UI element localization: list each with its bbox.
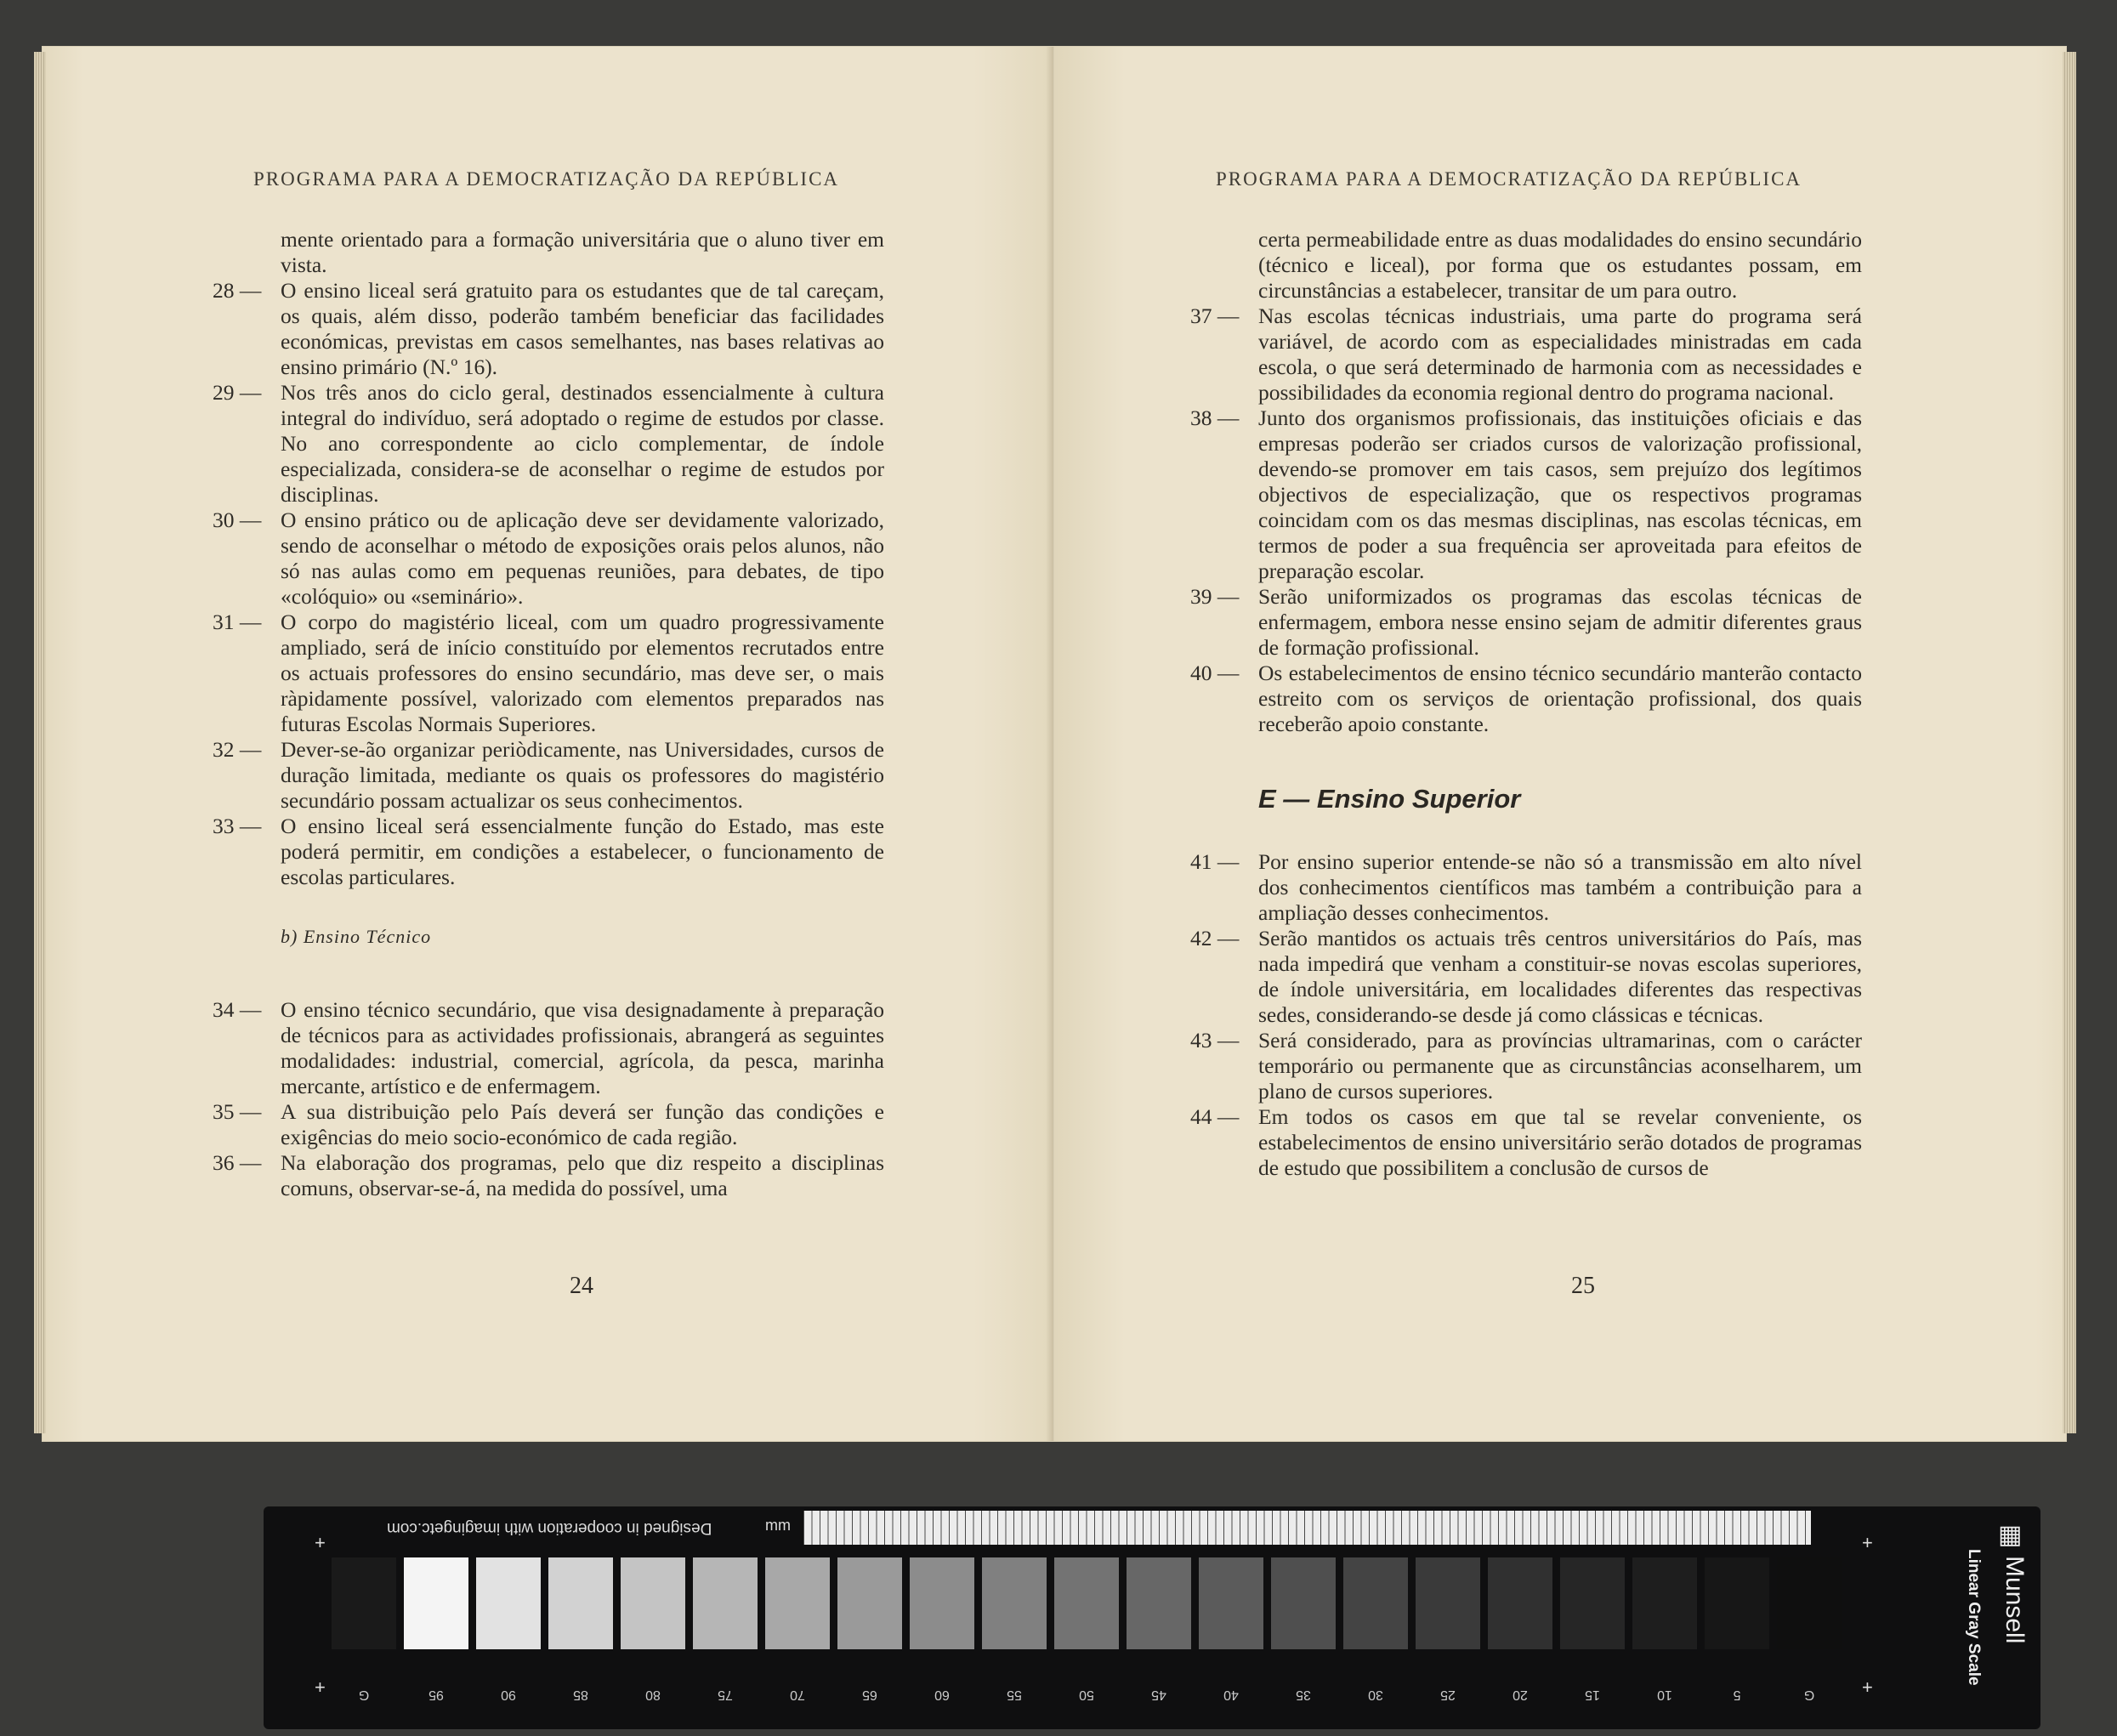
scale-title: Linear Gray Scale bbox=[1965, 1549, 1983, 1686]
gray-patch-label: 30 bbox=[1368, 1688, 1383, 1702]
list-item bbox=[213, 610, 884, 737]
item-text: Junto dos organismos profissionais, das instituições oficiais e das empresas poderão ser criados cursos de valorização profissional, devendo-se promover em tais casos, sem prejuízo dos legítimos objectivos de especialização, que os respectivos programas coincidam com os das mesmas disciplinas, nas escolas técnicas, em termos de poder a sua frequência ser aproveitada para efeitos de preparação escolar. bbox=[1258, 406, 1862, 583]
gray-patch-label: 85 bbox=[573, 1688, 588, 1702]
munsell-grid-icon: ▦ bbox=[1998, 1521, 2023, 1549]
gray-patch-label: G bbox=[358, 1688, 370, 1702]
gray-patch bbox=[837, 1557, 902, 1649]
gray-patch-label: 40 bbox=[1223, 1688, 1239, 1702]
gray-patch bbox=[1127, 1557, 1191, 1649]
gray-patch-label: 25 bbox=[1440, 1688, 1456, 1702]
item-text: Serão mantidos os actuais três centros universitários do País, mas nada impedirá que venham a constituir-se novas escolas superiores, de índole universitária, em localidades diferentes das respectivas sedes, considerando-se desde já como clássicas e técnicas. bbox=[1258, 926, 1862, 1027]
gray-patch bbox=[693, 1557, 758, 1649]
gray-patch-label: 75 bbox=[718, 1688, 733, 1702]
open-book bbox=[43, 47, 2070, 1450]
gray-patch bbox=[1343, 1557, 1408, 1649]
gray-patch bbox=[621, 1557, 685, 1649]
registration-mark: + bbox=[1862, 1532, 1873, 1553]
item-number: 36 — bbox=[213, 1150, 262, 1175]
item-number: 30 — bbox=[213, 508, 262, 532]
right-page bbox=[1054, 47, 2066, 1441]
gray-patch bbox=[1054, 1557, 1119, 1649]
item-number: 39 — bbox=[1190, 584, 1240, 609]
item-number: 40 — bbox=[1190, 661, 1240, 685]
continuation-text: mente orientado para a formação universitária que o aluno tiver em vista. bbox=[281, 227, 884, 277]
item-text: Nas escolas técnicas industriais, uma parte do programa será variável, de acordo com as especialidades ministradas em cada escola, o que será determinado de harmonia com as necessidades e possibilidades da economia regional dentro do programa nacional. bbox=[1258, 304, 1862, 405]
running-head: PROGRAMA PARA A DEMOCRATIZAÇÃO DA REPÚBLICA bbox=[1216, 168, 1802, 190]
list-item bbox=[1190, 584, 1862, 661]
gray-patches bbox=[332, 1557, 1842, 1649]
list-item bbox=[1190, 1028, 1862, 1104]
item-number: 33 — bbox=[213, 814, 262, 838]
gray-patch bbox=[1777, 1557, 1842, 1649]
list-item bbox=[213, 508, 884, 610]
subsection-heading: b) Ensino Técnico bbox=[281, 926, 432, 947]
list-item bbox=[213, 814, 884, 890]
item-text: O ensino prático ou de aplicação deve ser devidamente valorizado, sendo de aconselhar o método de exposições orais pelos alunos, não só nas aulas como em pequenas reuniões, para debates, de tipo «colóquio» ou «seminário». bbox=[281, 508, 884, 609]
munsell-brand: Munsell bbox=[2001, 1556, 2029, 1644]
item-number: 38 — bbox=[1190, 406, 1240, 430]
section-heading: E — Ensino Superior bbox=[1258, 784, 1521, 814]
running-head: PROGRAMA PARA A DEMOCRATIZAÇÃO DA REPÚBLICA bbox=[253, 168, 840, 190]
gray-patch-label: 55 bbox=[1007, 1688, 1022, 1702]
list-item bbox=[213, 737, 884, 814]
registration-mark: + bbox=[1862, 1676, 1873, 1698]
gray-patch bbox=[1271, 1557, 1336, 1649]
gray-patch bbox=[548, 1557, 613, 1649]
gray-patch-label: 60 bbox=[934, 1688, 950, 1702]
gray-scale-card bbox=[264, 1506, 2040, 1729]
gray-patch bbox=[765, 1557, 830, 1649]
gray-patch bbox=[476, 1557, 541, 1649]
ruler-ticks bbox=[803, 1511, 1811, 1545]
gray-patch-label: 45 bbox=[1151, 1688, 1166, 1702]
gray-patch bbox=[1488, 1557, 1552, 1649]
continuation-text: certa permeabilidade entre as duas modalidades do ensino secundário (técnico e liceal), por forma que os estudantes possam, em circunstâncias a estabelecer, transitar de um para outro. bbox=[1258, 227, 1862, 303]
page-number: 24 bbox=[570, 1273, 593, 1299]
numbered-list bbox=[213, 997, 884, 1201]
list-item bbox=[213, 1099, 884, 1150]
item-text: O ensino liceal será gratuito para os estudantes que de tal careçam, os quais, além disso, poderão também beneficiar das facilidades económicas, previstas em casos semelhantes, nas bases relativas ao ensino primário (N.º 16). bbox=[281, 278, 884, 379]
item-text: Serão uniformizados os programas das escolas técnicas de enfermagem, embora nesse ensino sejam de admitir diferentes graus de formação profissional. bbox=[1258, 584, 1862, 660]
gray-patch-labels bbox=[332, 1687, 1842, 1702]
numbered-list bbox=[1190, 849, 1862, 1181]
gray-patch bbox=[1705, 1557, 1769, 1649]
gray-patch-label: 80 bbox=[645, 1688, 661, 1702]
item-number: 43 — bbox=[1190, 1028, 1240, 1052]
numbered-list bbox=[1190, 304, 1862, 737]
gray-patch bbox=[910, 1557, 974, 1649]
list-item bbox=[213, 997, 884, 1099]
gray-patch-label: G bbox=[1803, 1688, 1815, 1702]
item-number: 29 — bbox=[213, 380, 262, 405]
list-item bbox=[213, 1150, 884, 1201]
gray-patch-label: 90 bbox=[501, 1688, 516, 1702]
mm-ruler bbox=[803, 1511, 1811, 1545]
item-text: A sua distribuição pelo País deverá ser função das condições e exigências do meio socio-económico de cada região. bbox=[281, 1099, 884, 1149]
item-number: 42 — bbox=[1190, 926, 1240, 950]
page-number: 25 bbox=[1571, 1273, 1595, 1299]
item-number: 37 — bbox=[1190, 304, 1240, 328]
numbered-list bbox=[213, 278, 884, 890]
list-item bbox=[1190, 849, 1862, 926]
list-item bbox=[1190, 926, 1862, 1028]
list-item bbox=[1190, 304, 1862, 406]
gray-patch bbox=[1416, 1557, 1480, 1649]
list-item bbox=[1190, 661, 1862, 737]
registration-mark: + bbox=[315, 1532, 326, 1553]
item-text: Por ensino superior entende-se não só a transmissão em alto nível dos conhecimentos científicos mas também a contribuição para a ampliação desses conhecimentos. bbox=[1258, 849, 1862, 925]
list-item bbox=[1190, 406, 1862, 584]
list-item bbox=[1190, 1104, 1862, 1181]
item-text: Será considerado, para as províncias ultramarinas, com o carácter temporário ou permanente que as circunstâncias aconselharem, um plano de cursos superiores. bbox=[1258, 1028, 1862, 1103]
item-text: Nos três anos do ciclo geral, destinados essencialmente à cultura integral do indivíduo, será adoptado o regime de estudos por classe. No ano correspondente ao ciclo complementar, de índole especializada, considera-se de aconselhar o regime de estudos por disciplinas. bbox=[281, 380, 884, 507]
item-number: 44 — bbox=[1190, 1104, 1240, 1129]
gray-patch-label: 15 bbox=[1585, 1688, 1600, 1702]
registration-mark: + bbox=[315, 1676, 326, 1698]
text-column bbox=[213, 227, 884, 1201]
gray-patch-label: 65 bbox=[862, 1688, 877, 1702]
item-text: O ensino liceal será essencialmente função do Estado, mas este poderá permitir, em condições a estabelecer, o funcionamento de escolas particulares. bbox=[281, 814, 884, 889]
gray-patch bbox=[404, 1557, 468, 1649]
item-number: 41 — bbox=[1190, 849, 1240, 874]
item-number: 28 — bbox=[213, 278, 262, 303]
ruler-unit: mm bbox=[765, 1517, 791, 1534]
gray-patch-label: 10 bbox=[1657, 1688, 1672, 1702]
left-page bbox=[43, 47, 1054, 1441]
page-edges bbox=[2063, 52, 2076, 1433]
page-edges bbox=[34, 52, 46, 1433]
gray-patch bbox=[1560, 1557, 1625, 1649]
scale-credit: Designed in cooperation with imagingetc.com bbox=[387, 1519, 712, 1537]
gray-patch bbox=[1199, 1557, 1263, 1649]
gray-patch-label: 50 bbox=[1079, 1688, 1094, 1702]
gray-patch-label: 35 bbox=[1296, 1688, 1311, 1702]
gray-patch bbox=[1632, 1557, 1697, 1649]
gray-patch-label: 5 bbox=[1733, 1688, 1741, 1702]
item-number: 34 — bbox=[213, 997, 262, 1022]
item-number: 35 — bbox=[213, 1099, 262, 1124]
list-item bbox=[213, 380, 884, 508]
munsell-logo bbox=[1955, 1521, 2029, 1710]
item-text: Dever-se-ão organizar periòdicamente, nas Universidades, cursos de duração limitada, mediante os quais os professores do magistério secundário possam actualizar os seus conhecimentos. bbox=[281, 737, 884, 813]
list-item bbox=[213, 278, 884, 380]
item-text: Os estabelecimentos de ensino técnico secundário manterão contacto estreito com os serviços de orientação profissional, dos quais receberão apoio constante. bbox=[1258, 661, 1862, 736]
gray-patch-label: 95 bbox=[429, 1688, 444, 1702]
item-number: 31 — bbox=[213, 610, 262, 634]
gray-patch bbox=[982, 1557, 1047, 1649]
gray-patch-label: 20 bbox=[1513, 1688, 1528, 1702]
item-text: O ensino técnico secundário, que visa designadamente à preparação de técnicos para as actividades profissionais, abrangerá as seguintes modalidades: industrial, comercial, agrícola, da pesca, marinha mercante, artístico e de enfermagem. bbox=[281, 997, 884, 1098]
item-text: Na elaboração dos programas, pelo que diz respeito a disciplinas comuns, observar-se-á, na medida do possível, uma bbox=[281, 1150, 884, 1200]
gray-patch-label: 70 bbox=[790, 1688, 805, 1702]
item-text: O corpo do magistério liceal, com um quadro progressivamente ampliado, será de início constituído por elementos recrutados entre os actuais professores do ensino secundário, mas deve ser, o mais ràpidamente possível, valorizado com elementos preparados nas futuras Escolas Normais Superiores. bbox=[281, 610, 884, 736]
item-text: Em todos os casos em que tal se revelar conveniente, os estabelecimentos de ensino universitário serão dotados de programas de estudo que possibilitem a conclusão de cursos de bbox=[1258, 1104, 1862, 1180]
text-column bbox=[1190, 227, 1862, 1181]
item-number: 32 — bbox=[213, 737, 262, 762]
gray-patch bbox=[332, 1557, 396, 1649]
